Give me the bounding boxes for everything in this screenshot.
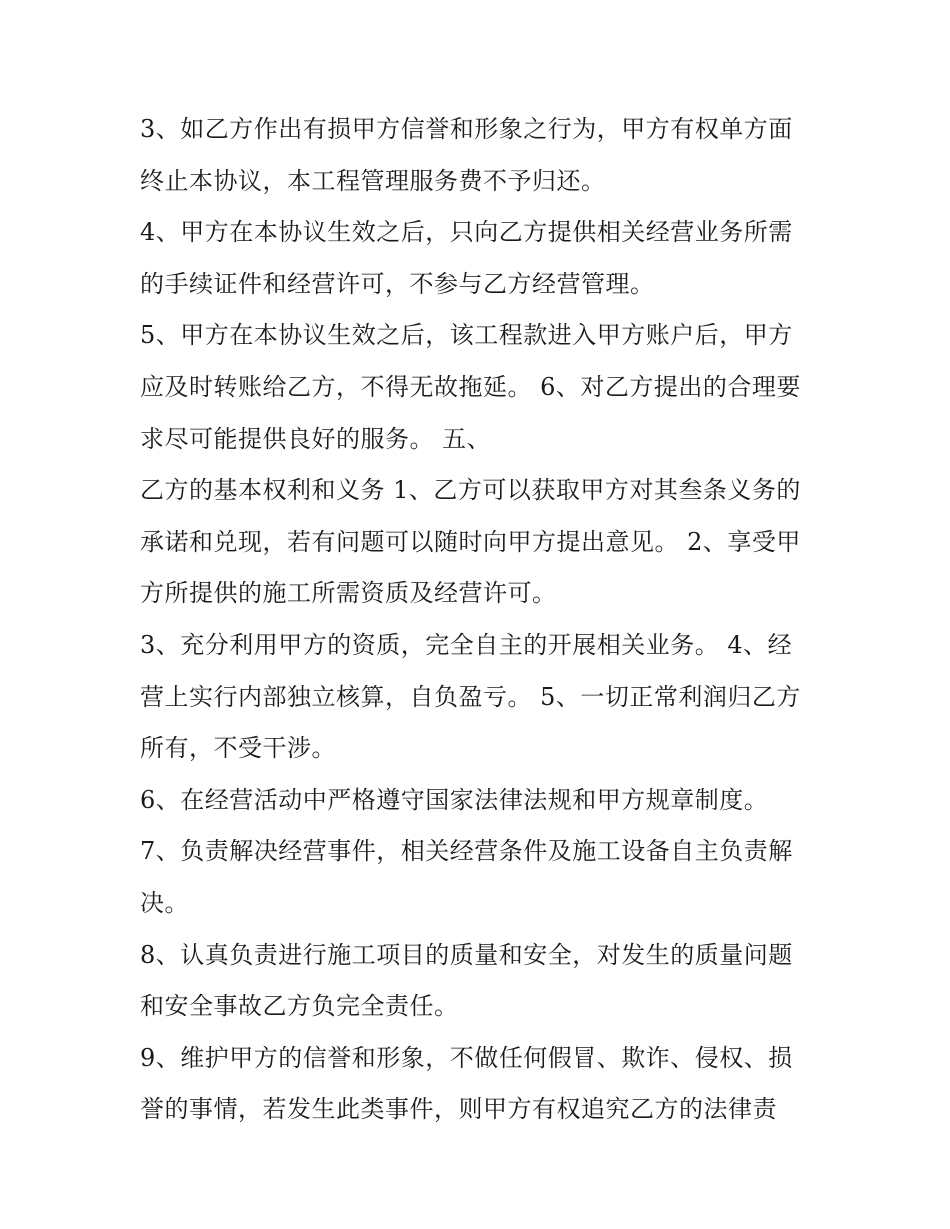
text-line: 3、如乙方作出有损甲方信誉和形象之行为，甲方有权单方面 (140, 115, 793, 143)
text-line: 4、甲方在本协议生效之后，只向乙方提供相关经营业务所需 (140, 218, 793, 247)
text-line: 5、甲方在本协议生效之后，该工程款进入甲方账户后，甲方 (140, 321, 793, 350)
text-line: 承诺和兑现，若有问题可以随时向甲方提出意见。 2、享受甲 (140, 527, 801, 556)
text-line: 和安全事故乙方负完全责任。 (140, 992, 459, 1021)
text-line: 方所提供的施工所需资质及经营许可。 (140, 579, 557, 608)
text-line: 终止本协议，本工程管理服务费不予归还。 (140, 166, 606, 195)
text-line: 求尽可能提供良好的服务。 五、 (140, 424, 492, 453)
text-line: 决。 (140, 888, 189, 917)
text-line: 8、认真负责进行施工项目的质量和安全，对发生的质量问题 (140, 940, 793, 969)
text-line: 乙方的基本权利和义务 1、乙方可以获取甲方对其叁条义务的 (140, 476, 801, 505)
document-body (140, 104, 810, 1136)
text-line: 的手续证件和经营许可，不参与乙方经营管理。 (140, 269, 655, 298)
text-line: 3、充分利用甲方的资质，完全自主的开展相关业务。 4、经 (140, 630, 793, 659)
text-line: 6、在经营活动中严格遵守国家法律法规和甲方规章制度。 (140, 785, 769, 814)
text-line: 誉的事情，若发生此类事件，则甲方有权追究乙方的法律责 (140, 1095, 777, 1124)
text-line: 营上实行内部独立核算，自负盈亏。 5、一切正常利润归乙方 (140, 682, 801, 711)
text-line: 应及时转账给乙方，不得无故拖延。 6、对乙方提出的合理要 (140, 372, 801, 401)
text-line: 所有，不受干涉。 (140, 734, 336, 763)
text-line: 7、负责解决经营事件，相关经营条件及施工设备自主负责解 (140, 837, 793, 866)
text-line: 9、维护甲方的信誉和形象，不做任何假冒、欺诈、侵权、损 (140, 1043, 793, 1072)
